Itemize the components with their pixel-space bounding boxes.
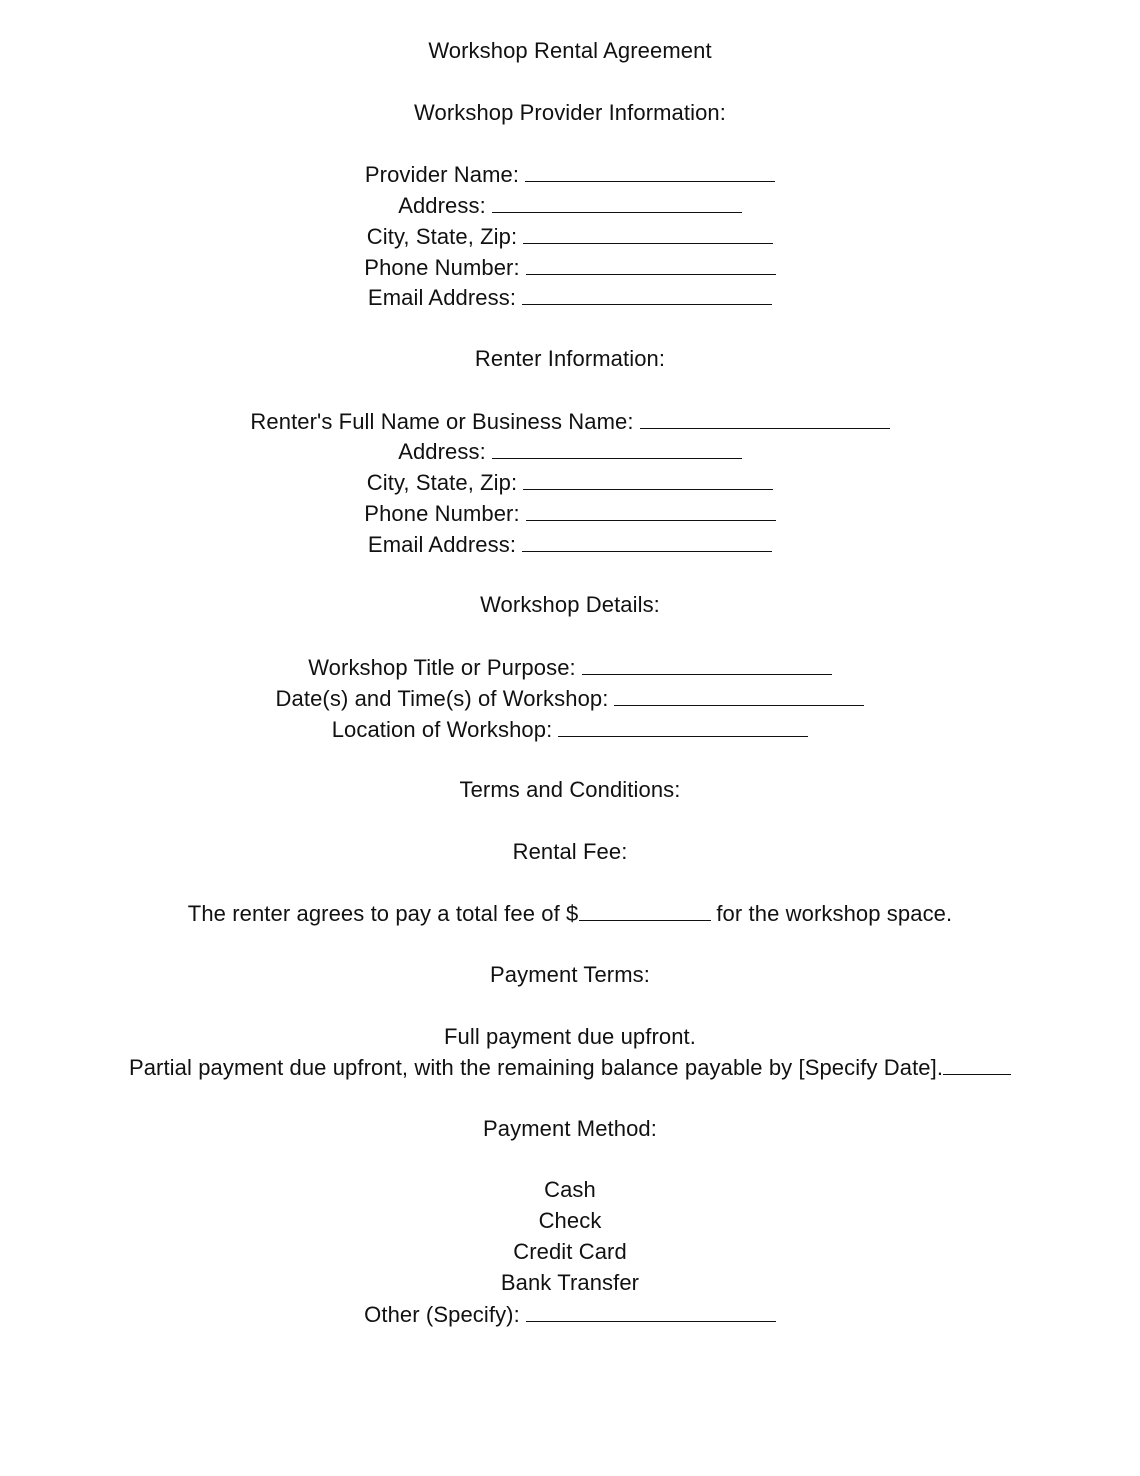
spacer	[0, 560, 1140, 591]
workshop-title-blank[interactable]	[582, 652, 832, 675]
renter-address-label: Address:	[398, 439, 486, 465]
renter-city-blank[interactable]	[523, 467, 773, 490]
renter-address-blank[interactable]	[492, 436, 742, 459]
payment-method-other-blank[interactable]	[526, 1299, 776, 1322]
spacer	[0, 128, 1140, 159]
workshop-datetime-label: Date(s) and Time(s) of Workshop:	[275, 685, 609, 711]
workshop-location-label: Location of Workshop:	[331, 716, 553, 742]
provider-city-label: City, State, Zip:	[366, 223, 518, 249]
provider-email-blank[interactable]	[522, 282, 772, 305]
spacer	[0, 375, 1140, 406]
payment-method-credit-card: Credit Card	[513, 1239, 627, 1265]
payment-method-cash: Cash	[544, 1177, 596, 1203]
spacer	[0, 67, 1140, 98]
rental-agreement-document	[0, 36, 1140, 1329]
renter-phone-blank[interactable]	[526, 498, 776, 521]
renter-name-blank[interactable]	[640, 406, 890, 429]
renter-city-label: City, State, Zip:	[366, 470, 518, 496]
workshop-location-blank[interactable]	[558, 714, 808, 737]
renter-name-field	[0, 406, 1140, 437]
payment-method-bank-transfer: Bank Transfer	[500, 1269, 640, 1295]
payment-terms-heading: Payment Terms:	[490, 961, 650, 987]
provider-section-heading: Workshop Provider Information:	[414, 99, 726, 125]
renter-email-label: Email Address:	[367, 531, 517, 557]
fee-text-after: for the workshop space.	[716, 901, 953, 927]
spacer	[0, 1083, 1140, 1114]
workshop-location-field	[0, 714, 1140, 745]
payment-partial-option	[0, 1052, 1140, 1083]
renter-email-field	[0, 529, 1140, 560]
provider-phone-label: Phone Number:	[364, 254, 520, 280]
fee-amount-blank[interactable]	[579, 898, 711, 921]
payment-partial-text: Partial payment due upfront, with the remaining balance payable by [Specify Date].	[128, 1055, 944, 1081]
provider-address-field	[0, 190, 1140, 221]
spacer	[0, 621, 1140, 652]
renter-section-heading: Renter Information:	[474, 345, 666, 371]
renter-phone-label: Phone Number:	[364, 500, 520, 526]
payment-method-check: Check	[538, 1208, 602, 1234]
payment-method-other-label: Other (Specify):	[364, 1301, 520, 1327]
spacer	[0, 929, 1140, 960]
fee-text-before: The renter agrees to pay a total fee of $	[187, 901, 579, 927]
spacer	[0, 991, 1140, 1022]
provider-name-field	[0, 159, 1140, 190]
renter-phone-field	[0, 498, 1140, 529]
workshop-datetime-field	[0, 683, 1140, 714]
renter-name-label: Renter's Full Name or Business Name:	[250, 408, 634, 434]
spacer	[0, 313, 1140, 344]
payment-date-blank[interactable]	[943, 1052, 1011, 1075]
rental-fee-sentence	[0, 898, 1140, 929]
provider-address-blank[interactable]	[492, 190, 742, 213]
spacer	[0, 744, 1140, 775]
provider-phone-field	[0, 252, 1140, 283]
provider-address-label: Address:	[398, 192, 486, 218]
spacer	[0, 1145, 1140, 1176]
spacer	[0, 868, 1140, 899]
terms-section-heading: Terms and Conditions:	[459, 777, 681, 803]
document-title: Workshop Rental Agreement	[428, 38, 712, 63]
renter-city-field	[0, 467, 1140, 498]
provider-name-blank[interactable]	[525, 159, 775, 182]
provider-city-field	[0, 221, 1140, 252]
provider-email-label: Email Address:	[367, 285, 517, 311]
workshop-title-field	[0, 652, 1140, 683]
spacer	[0, 806, 1140, 837]
provider-phone-blank[interactable]	[526, 252, 776, 275]
renter-email-blank[interactable]	[522, 529, 772, 552]
workshop-title-label: Workshop Title or Purpose:	[308, 654, 576, 680]
payment-method-other-field	[0, 1299, 1140, 1330]
provider-email-field	[0, 282, 1140, 313]
rental-fee-heading: Rental Fee:	[512, 838, 628, 864]
details-section-heading: Workshop Details:	[480, 592, 660, 618]
payment-method-heading: Payment Method:	[483, 1115, 657, 1141]
provider-city-blank[interactable]	[523, 221, 773, 244]
provider-name-label: Provider Name:	[364, 162, 520, 188]
payment-full-option: Full payment due upfront.	[444, 1023, 696, 1049]
workshop-datetime-blank[interactable]	[614, 683, 864, 706]
renter-address-field	[0, 436, 1140, 467]
